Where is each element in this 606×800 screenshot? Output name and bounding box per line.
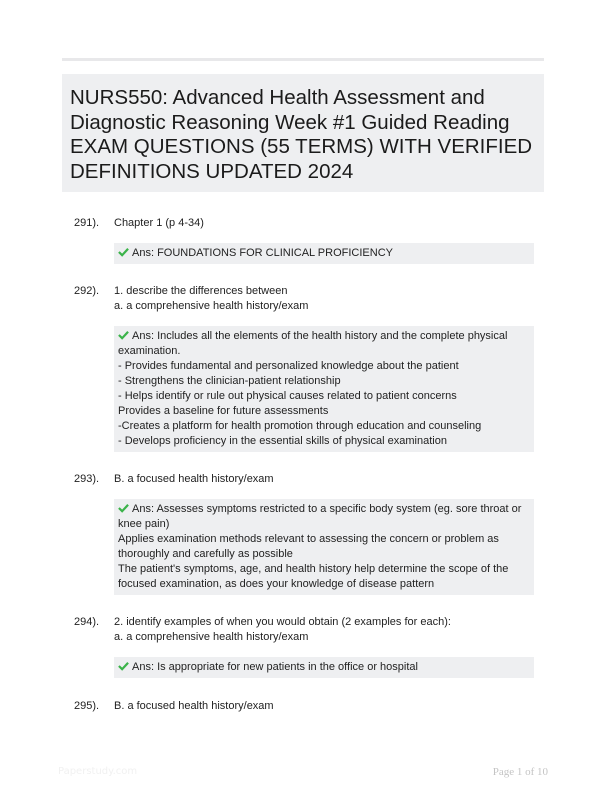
question-item (62, 284, 544, 452)
question-text: B. a focused health history/exam (114, 473, 274, 485)
answer-text: Ans: FOUNDATIONS FOR CLINICAL PROFICIENCY (132, 247, 393, 259)
document-title: NURS550: Advanced Health Assessment and Diagnostic Reasoning Week #1 Guided Reading EXAM QUESTIONS (55 TERMS) WITH VERIFIED DEFINITIONS UPDATED 2024 (70, 86, 533, 183)
question-item (62, 472, 544, 595)
answer-box (114, 499, 534, 595)
top-divider (62, 58, 544, 61)
answer-box (114, 657, 534, 678)
check-icon (118, 661, 129, 671)
question-text: 1. describe the differences between a. a comprehensive health history/exam (114, 285, 309, 312)
title-banner (62, 74, 544, 192)
answer-text: Ans: Includes all the elements of the health history and the complete physical examination. - Provides fundamental and personalized knowledge about the patient - Strengthens the clinician-patient relationship - Helps identify or rule out physical causes related to patient concerns Provides a baseline for future assessments -Creates a platform for health promotion through education and counseling - Develops proficiency in the essential skills of physical examination (118, 330, 508, 447)
page-indicator: Page 1 of 10 (492, 766, 548, 778)
question-number: 292). (74, 285, 100, 297)
question-item (62, 216, 544, 264)
watermark-text: Paperstudy.com (58, 766, 138, 777)
check-icon (118, 503, 129, 513)
question-text: 2. identify examples of when you would obtain (2 examples for each): a. a comprehensive health history/exam (114, 616, 451, 643)
answer-text: Ans: Assesses symptoms restricted to a specific body system (eg. sore throat or knee pain) Applies examination methods relevant to assessing the concern or problem as thoroughly and carefully as possible The patient's symptoms, age, and health history help determine the scope of the focused examination, as does your knowledge of disease pattern (118, 503, 522, 590)
answer-box (114, 326, 534, 452)
question-text: Chapter 1 (p 4-34) (114, 217, 204, 229)
answer-box (114, 243, 534, 264)
check-icon (118, 330, 129, 340)
check-icon (118, 247, 129, 257)
question-number: 291). (74, 217, 100, 229)
question-number: 295). (74, 700, 100, 712)
question-item (62, 699, 544, 714)
question-number: 293). (74, 473, 100, 485)
question-item (62, 615, 544, 678)
question-number: 294). (74, 616, 100, 628)
answer-text: Ans: Is appropriate for new patients in the office or hospital (132, 661, 418, 673)
question-text: B. a focused health history/exam (114, 700, 274, 712)
